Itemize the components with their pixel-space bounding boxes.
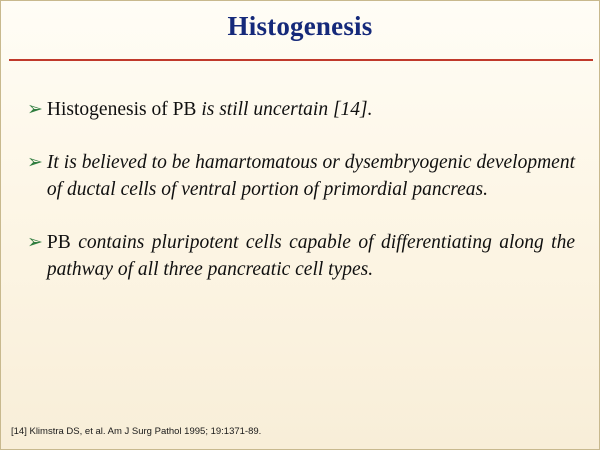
slide-body: [27, 96, 575, 309]
arrow-bullet-icon: ➢: [27, 231, 43, 253]
list-item: [27, 149, 575, 203]
bullet-rest: is believed to be hamartomatous or dysembryogenic development of ductal cells of ventral portion of primordial pancreas.: [46, 152, 575, 200]
bullet-rest: is still uncertain [14].: [196, 99, 373, 120]
footnote-divider: [1, 420, 600, 421]
arrow-bullet-icon: ➢: [27, 98, 43, 120]
bullet-rest: contains pluripotent cells capable of differentiating along the pathway of all three pancreatic cell types.: [46, 232, 575, 280]
bullet-lead: Histogenesis of PB: [46, 99, 197, 120]
list-item: [27, 229, 575, 283]
title-divider: [9, 59, 593, 61]
bullet-text: [47, 96, 575, 123]
page-title: Histogenesis: [227, 11, 373, 41]
footnote-citation: [14] Klimstra DS, et al. Am J Surg Pathol 1995; 19:1371-89.: [11, 426, 262, 437]
list-item: [27, 96, 575, 123]
arrow-bullet-icon: ➢: [27, 151, 43, 173]
bullet-lead: It: [46, 152, 59, 173]
bullet-lead: PB: [46, 232, 71, 253]
bullet-text: [47, 149, 575, 203]
bullet-text: [47, 229, 575, 283]
